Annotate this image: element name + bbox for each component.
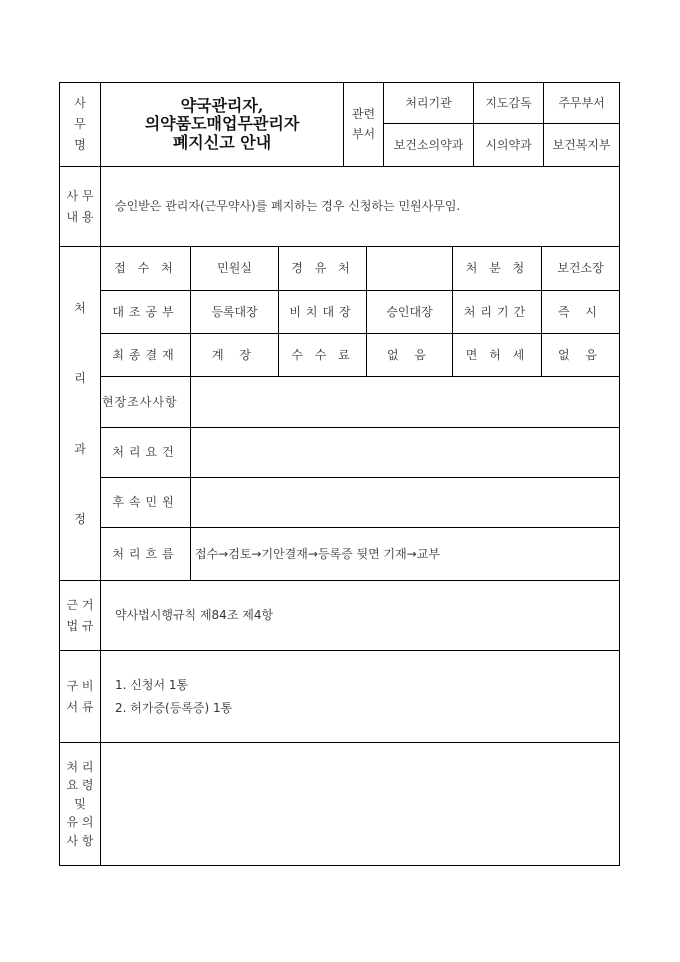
- follow-up-value: [191, 478, 619, 527]
- fee-label: 수 수 료: [291, 347, 354, 362]
- page-title: [101, 83, 343, 166]
- process-label-4: 정: [74, 511, 86, 526]
- supervision-value: 시의약과: [485, 137, 532, 152]
- license-tax-value: 없 음: [558, 347, 603, 362]
- list-item: 2. 허가증(등록증) 1통: [115, 700, 233, 715]
- required-documents-list: [101, 651, 619, 742]
- disposing-authority-value: 보건소장: [557, 261, 604, 276]
- legal-basis-text: 약사법시행규칙 제84조 제4항: [115, 608, 274, 623]
- competent-department-header: 주무부서: [558, 95, 605, 110]
- process-label-1: 처: [74, 301, 86, 316]
- flow-label: 처리흐름: [112, 546, 179, 561]
- competent-department-value: 보건복지부: [552, 137, 611, 152]
- process-label: [60, 247, 100, 580]
- legal-basis-label: [60, 581, 100, 650]
- section-label: [60, 83, 100, 166]
- content-label: [60, 167, 100, 246]
- notes-text: [101, 743, 619, 865]
- section-label-1: 사: [74, 96, 86, 110]
- process-label-2: 리: [74, 371, 86, 386]
- legal-label-1: 근 거: [66, 597, 94, 612]
- reception-office-value: 민원실: [217, 261, 252, 276]
- title-line-1: 약국관리자,: [180, 95, 264, 115]
- title-line-3: 폐지신고 안내: [172, 132, 272, 152]
- site-survey-value: [191, 377, 619, 427]
- required-documents-label: [60, 651, 100, 742]
- via-office-value: [367, 247, 452, 290]
- follow-up-label: 후속민원: [112, 495, 179, 510]
- notes-label: [60, 743, 100, 865]
- kept-register-label: 비치대장: [289, 304, 356, 319]
- section-label-2: 무: [74, 117, 86, 131]
- legal-label-2: 법 규: [66, 618, 94, 633]
- notes-label-4: 유 의: [66, 815, 94, 830]
- flow-value: 접수→검토→기안결재→등록증 뒷면 기재→교부: [195, 546, 440, 561]
- notes-label-5: 사 항: [66, 833, 94, 848]
- related-label-1: 관련: [351, 107, 376, 122]
- supervision-header: 지도감독: [485, 95, 532, 110]
- processing-agency-header: 처리기관: [405, 95, 452, 110]
- content-label-1: 사 무: [66, 188, 94, 203]
- list-item: 1. 신청서 1통: [115, 677, 189, 692]
- reception-office-label: 접 수 처: [114, 261, 177, 276]
- final-approval-value: 계 장: [212, 347, 257, 362]
- notes-label-2: 요 령: [66, 778, 94, 793]
- reference-register-value: 등록대장: [211, 304, 258, 319]
- reference-register-label: 대조공부: [112, 304, 179, 319]
- content-text: 승인받은 관리자(근무약사)를 폐지하는 경우 신청하는 민원사무임.: [115, 199, 461, 214]
- requirements-value: [191, 428, 619, 477]
- related-department-label: [344, 83, 383, 166]
- final-approval-label: 최종결재: [112, 347, 179, 362]
- disposing-authority-label: 처 분 청: [465, 261, 529, 276]
- license-tax-label: 면 허 세: [465, 347, 529, 362]
- requirements-label: 처리요건: [112, 445, 179, 460]
- fee-value: 없 음: [387, 347, 432, 362]
- related-label-2: 부서: [351, 126, 376, 141]
- via-office-label: 경 유 처: [291, 261, 354, 276]
- section-label-3: 명: [74, 138, 86, 152]
- content-label-2: 내 용: [66, 209, 94, 224]
- notes-label-3: 및: [74, 796, 86, 811]
- kept-register-value: 승인대장: [386, 304, 433, 319]
- documents-label-1: 구 비: [66, 678, 94, 693]
- processing-period-label: 처리기간: [463, 304, 531, 319]
- processing-agency-value: 보건소의약과: [393, 137, 464, 152]
- notes-label-1: 처 리: [66, 759, 94, 774]
- processing-period-value: 즉 시: [558, 304, 603, 319]
- title-line-2: 의약품도매업무관리자: [144, 114, 300, 134]
- documents-label-2: 서 류: [66, 699, 94, 714]
- site-survey-label: 현장조사사항: [102, 394, 178, 409]
- process-label-3: 과: [74, 441, 86, 456]
